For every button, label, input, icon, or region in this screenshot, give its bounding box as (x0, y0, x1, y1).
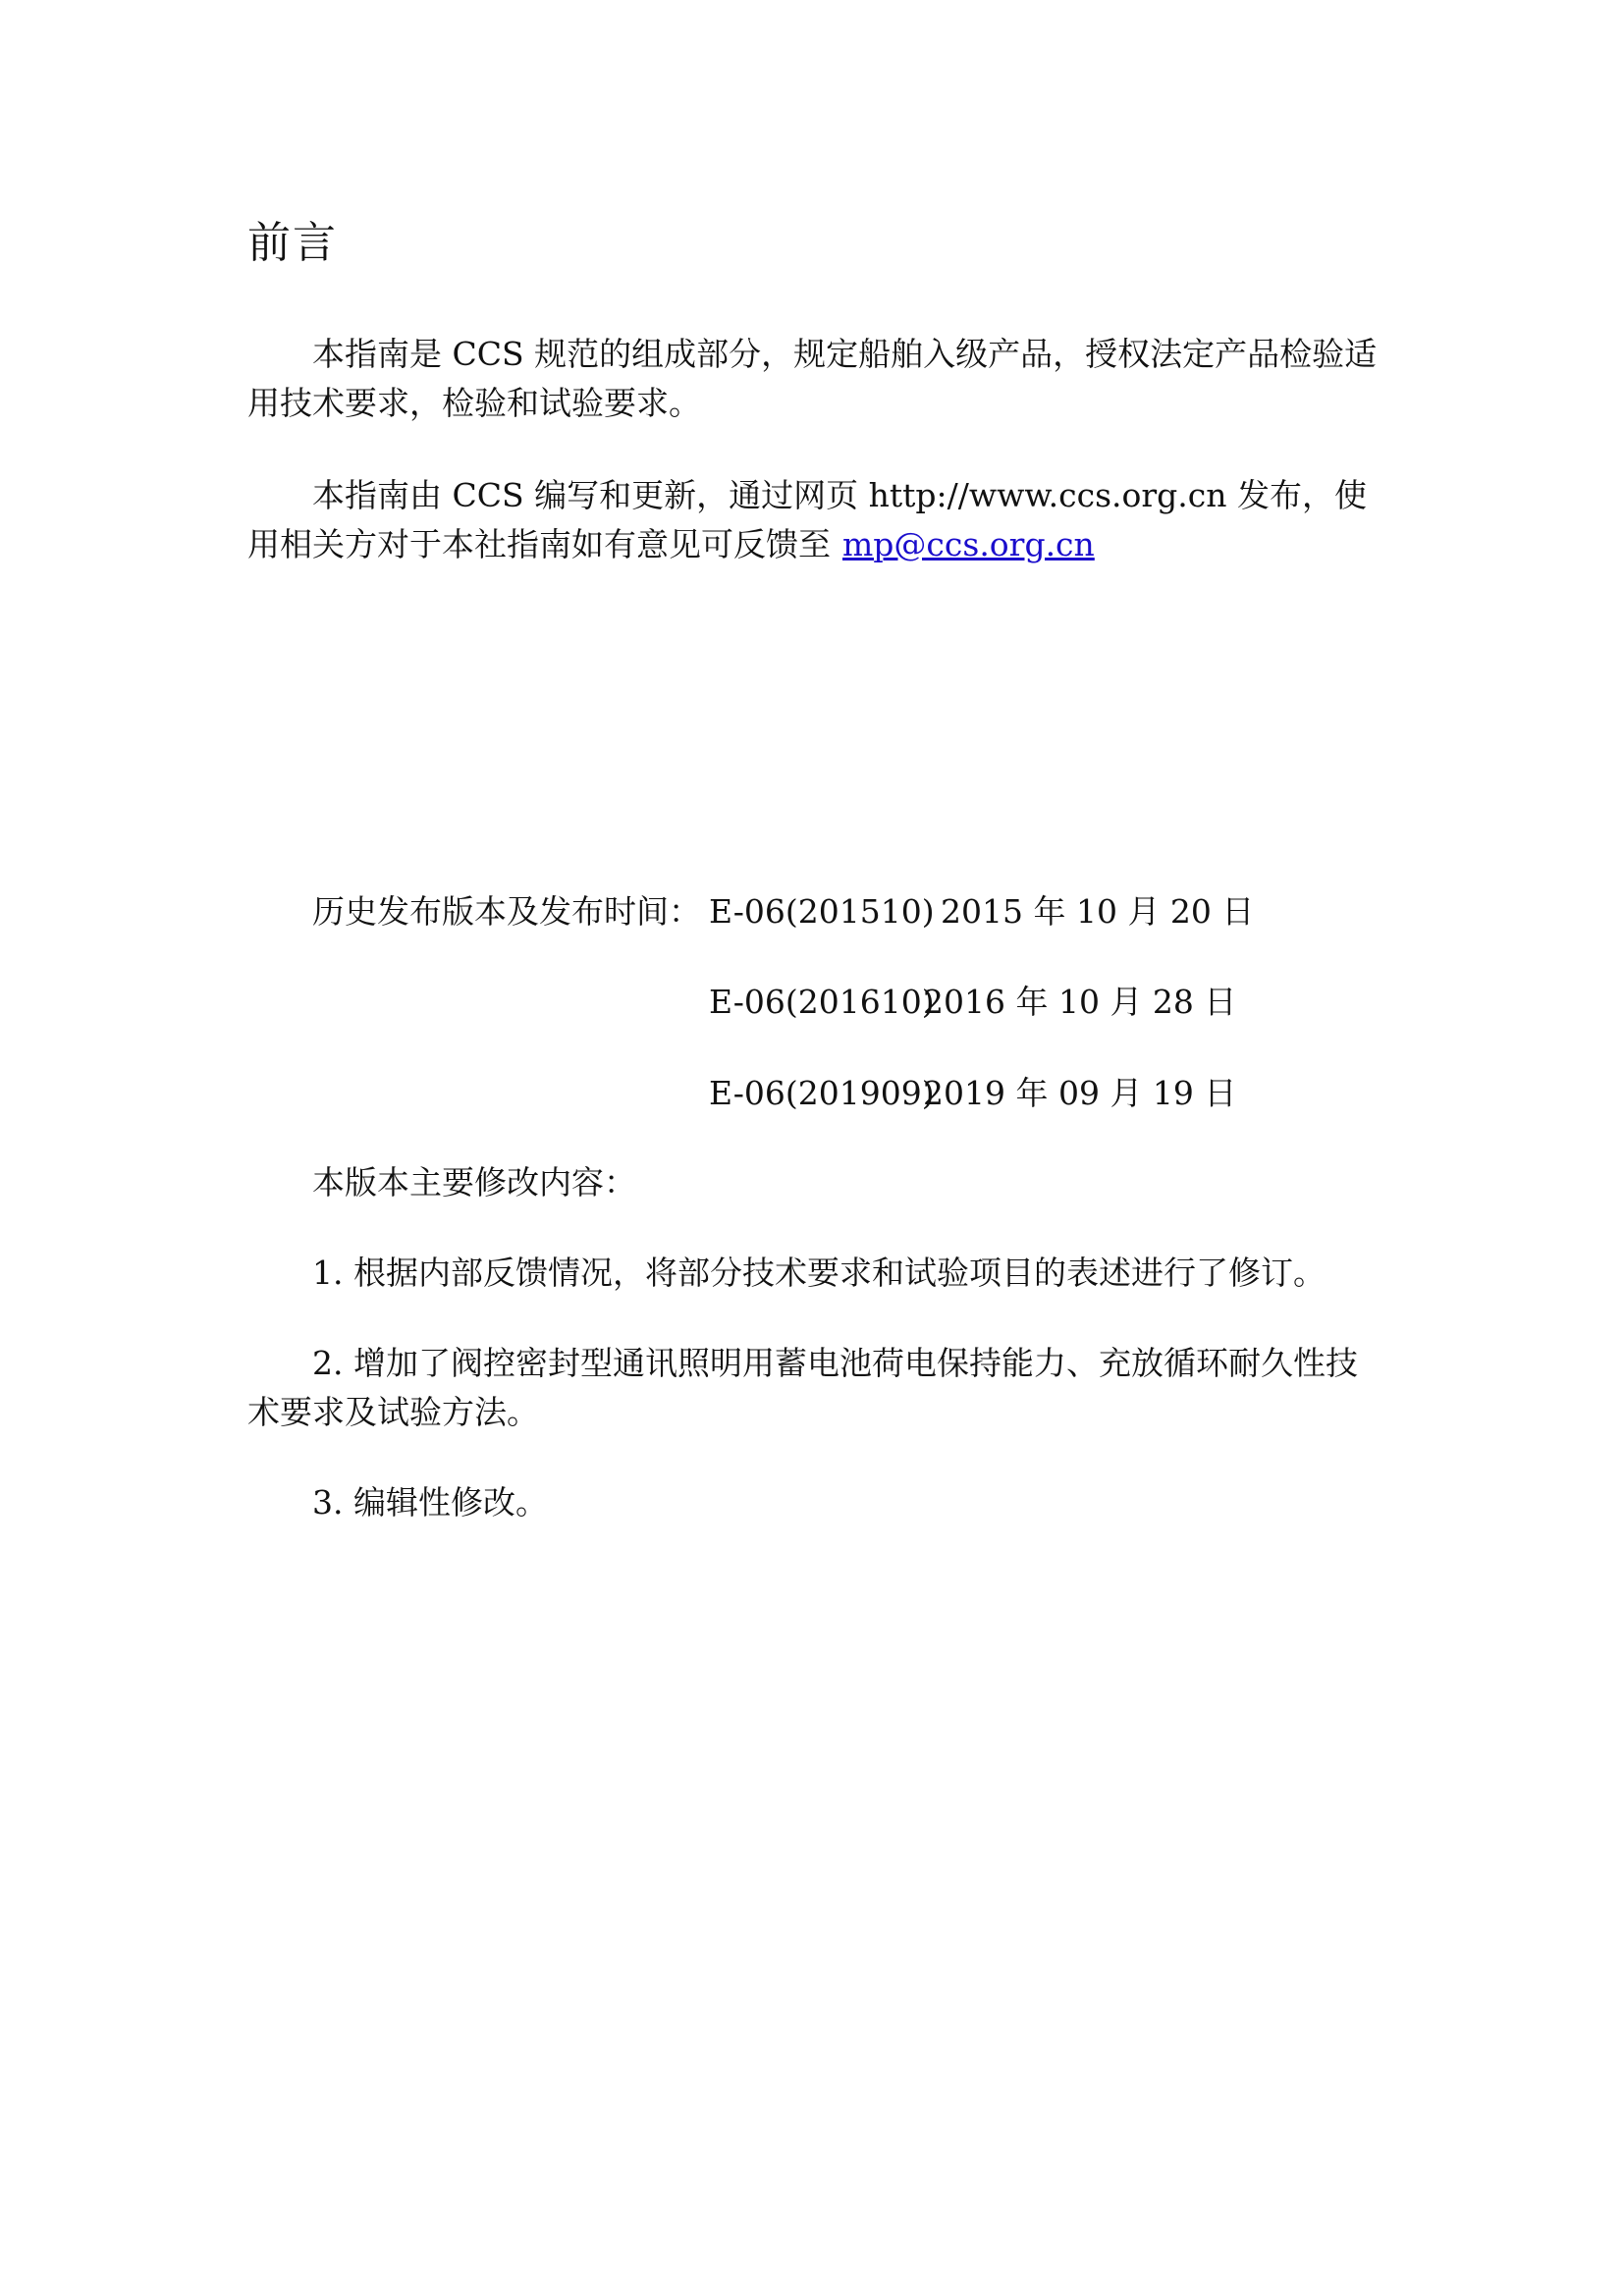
change-item: 2. 增加了阀控密封型通讯照明用蓄电池荷电保持能力、充放循环耐久性技术要求及试验方法。 (247, 1344, 1358, 1431)
version-code: E-06(201909) (709, 1074, 935, 1112)
change-item: 1. 根据内部反馈情况，将部分技术要求和试验项目的表述进行了修订。 (312, 1254, 1326, 1292)
version-code: E-06(201510) (709, 892, 935, 931)
version-code: E-06(201610) (709, 983, 935, 1021)
page-title: 前言 (247, 218, 338, 268)
version-date: 2016 年 10 月 28 日 (923, 983, 1237, 1021)
history-row (312, 887, 1255, 936)
version-date: 2015 年 10 月 20 日 (941, 892, 1255, 931)
version-date: 2019 年 09 月 19 日 (923, 1074, 1237, 1112)
publish-text: 本指南由 CCS 编写和更新，通过网页 http://www.ccs.org.cn 发布，使用相关方对于本社指南如有意见可反馈至 (247, 476, 1368, 563)
changes-heading: 本版本主要修改内容： (312, 1163, 636, 1201)
feedback-email-link[interactable]: mp@ccs.org.cn (842, 525, 1095, 563)
publish-paragraph (247, 471, 1386, 569)
change-item: 3. 编辑性修改。 (312, 1483, 548, 1522)
intro-paragraph: 本指南是 CCS 规范的组成部分，规定船舶入级产品，授权法定产品检验适用技术要求，检验和试验要求。 (247, 335, 1378, 422)
history-label: 历史发布版本及发布时间： (312, 892, 701, 931)
